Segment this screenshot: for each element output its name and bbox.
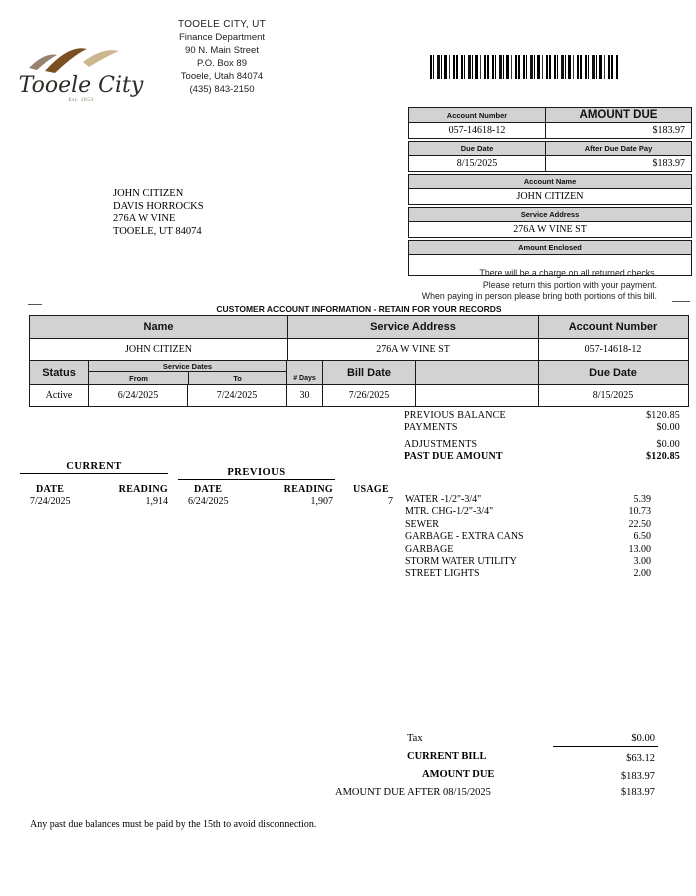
amount-due-after-value: $183.97 [620,787,655,798]
account-number-value: 057-14618-12 [538,339,687,360]
charge-amount: 22.50 [628,518,651,530]
charge-row [405,568,651,580]
remit-account-amount-box [408,107,692,139]
customer-name-value: JOHN CITIZEN [125,344,192,355]
payments-label: PAYMENTS [404,422,458,433]
remit-due-date-box [408,141,692,172]
charges-list [405,494,651,581]
amount-due-header: AMOUNT DUE [545,108,691,122]
summary-row [404,422,680,433]
tax-label: Tax [407,733,423,744]
charge-row [405,506,651,518]
previous-reading-value: 1,907 [310,496,333,507]
service-address-value: 276A W VINE ST [287,339,538,360]
adjustments-label: ADJUSTMENTS [404,439,478,450]
amount-due-value: $183.97 [620,771,655,782]
disconnection-notice: Any past due balances must be paid by the 15th to avoid disconnection. [30,819,317,830]
to-date-value: 7/24/2025 [187,385,286,406]
charge-label: STORM WATER UTILITY [405,555,517,567]
amount-due-after-label: AMOUNT DUE AFTER 08/15/2025 [335,787,491,798]
remit-service-address-box [408,207,692,238]
status-value: Active [45,390,73,401]
payment-notices [422,268,657,303]
table-row [30,338,688,360]
remit-account-name-box [408,174,692,205]
header-line: P.O. Box 89 [197,58,247,69]
blank-value [415,385,538,406]
notice-line: There will be a charge on all returned checks. [479,268,657,278]
bill-date-column-header: Bill Date [322,361,415,384]
charge-row [405,519,651,531]
current-bill-label: CURRENT BILL [407,751,487,762]
previous-balance-label: PREVIOUS BALANCE [404,410,506,421]
charge-amount: 6.50 [633,531,651,543]
mailing-address-line: TOOELE, UT 84074 [113,225,202,237]
previous-reading-header: READING [283,484,333,495]
previous-date-header: DATE [194,484,223,495]
current-bill-value: $63.12 [626,753,655,764]
customer-account-table [29,315,689,407]
after-due-amount-value: $183.97 [545,156,691,171]
account-number-header: Account Number [409,108,545,122]
mailing-address-line: DAVIS HORROCKS [113,200,204,212]
due-date-value: 8/15/2025 [456,158,498,169]
header-phone: (435) 843-2150 [189,84,255,95]
status-column-header: Status [42,366,76,379]
account-name-value: JOHN CITIZEN [516,191,584,202]
mountains-icon [21,42,141,76]
usage-header: USAGE [353,484,389,495]
past-due-amount-label: PAST DUE AMOUNT [404,451,503,462]
current-date-header: DATE [36,484,65,495]
charge-row [405,531,651,543]
from-column-header: From [129,373,148,383]
current-reading-value: 1,914 [145,496,168,507]
charge-amount: 2.00 [633,568,651,580]
previous-date-value: 6/24/2025 [188,496,229,507]
charge-label: SEWER [405,518,439,530]
charge-row [405,544,651,556]
adjustments-value: $0.00 [656,439,680,450]
charge-amount: 5.39 [633,494,651,505]
barcode [430,55,618,79]
account-number-value: 057-14618-12 [448,125,506,136]
notice-line: Please return this portion with your payment. [482,279,657,290]
charge-row [405,556,651,568]
mailing-address-line: JOHN CITIZEN [113,188,184,199]
remit-table [408,107,692,276]
days-value: 30 [286,385,322,406]
charge-label: STREET LIGHTS [405,568,480,580]
past-due-amount-value: $120.85 [646,451,680,462]
section-title: CUSTOMER ACCOUNT INFORMATION - RETAIN FOR YOUR RECORDS [216,304,502,314]
charge-label: WATER -1/2"-3/4" [405,494,482,505]
charge-amount: 13.00 [628,543,651,555]
summary-row [404,451,680,462]
header-line: 90 N. Main Street [185,45,259,56]
amount-due-value: $183.97 [545,123,691,138]
charge-label: MTR. CHG-1/2"-3/4" [405,506,494,518]
logo-text: Tooele City [18,73,144,98]
amount-due-label: AMOUNT DUE [422,769,495,780]
city-logo [14,42,148,103]
header-line: Tooele, Utah 84074 [180,71,264,82]
usage-value: 7 [388,496,393,507]
finance-department-header [132,18,312,96]
notice-line: When paying in person please bring both portions of this bill. [421,291,657,301]
name-column-header: Name [143,321,174,333]
current-reading-group-header: CURRENT [20,461,168,474]
charge-amount: 3.00 [633,555,651,567]
to-column-header: To [188,372,286,384]
mailing-address-line: 276A W VINE [113,213,176,224]
tear-mark-right [672,301,690,302]
from-date-value: 6/24/2025 [88,385,187,406]
payments-value: $0.00 [656,422,680,433]
tax-total-divider [553,746,658,747]
bill-date-value: 7/26/2025 [322,385,415,406]
tax-value: $0.00 [631,733,655,744]
account-name-header: Account Name [409,175,691,188]
summary-row [404,439,680,450]
amount-enclosed-header: Amount Enclosed [409,241,691,254]
service-address-column-header: Service Address [287,316,538,338]
current-date-value: 7/24/2025 [30,496,71,507]
mailing-address [113,188,204,238]
table-row [30,384,688,406]
previous-balance-value: $120.85 [646,410,680,421]
service-address-value: 276A W VINE ST [513,224,587,235]
charge-label: GARBAGE - EXTRA CANS [405,531,524,543]
blank-column-header [415,361,538,384]
logo-established: Est. 1853 [68,97,94,103]
account-number-column-header: Account Number [538,316,687,338]
previous-reading-group-header: PREVIOUS [178,467,335,480]
header-city: TOOELE CITY, UT [177,19,267,30]
service-address-header: Service Address [409,208,691,221]
header-line: Finance Department [178,32,266,43]
current-reading-header: READING [118,484,168,495]
days-column-header: # Days [286,361,322,384]
summary-row [404,410,680,421]
due-date-header: Due Date [409,142,545,155]
due-date-column-header: Due Date [538,361,687,384]
charge-label: GARBAGE [405,543,454,555]
charge-amount: 10.73 [628,506,651,518]
after-due-date-header: After Due Date Pay [545,142,691,155]
due-date-value: 8/15/2025 [538,385,687,406]
service-dates-header-group [88,361,286,384]
charge-row [405,494,651,506]
service-dates-header: Service Dates [89,361,286,372]
